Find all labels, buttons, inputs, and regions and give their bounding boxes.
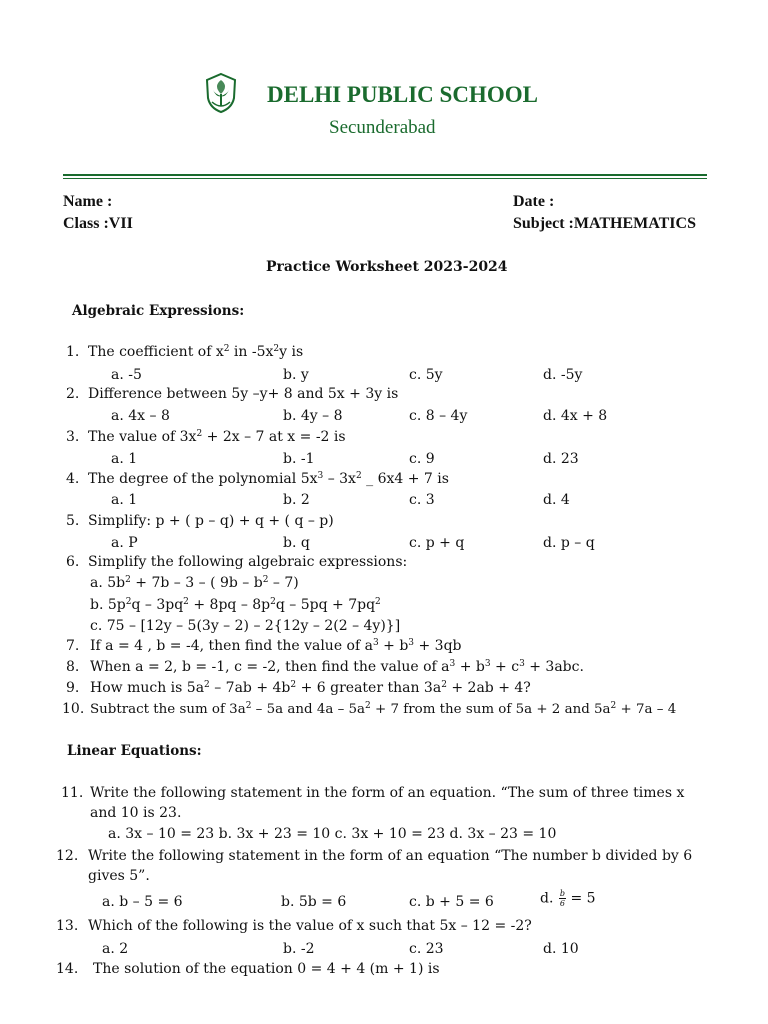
q4-option-c: c. 3	[409, 492, 435, 508]
q1-option-a: a. -5	[111, 367, 142, 383]
q6-number: 6.	[66, 554, 80, 570]
q12-text-cont: gives 5”.	[88, 868, 150, 884]
q6-part-a: a. $5b^2 + 7b - 3$ – ( $9b - b^2 - 7$)	[90, 575, 299, 591]
q3-text: The value of $3x^2 + 2x - 7$ at x = -2 is	[88, 429, 346, 445]
q12-option-c: c. b + 5 = 6	[409, 894, 494, 910]
q2-option-b: b. 4y – 8	[283, 408, 343, 424]
q2-option-c: c. 8 – 4y	[409, 408, 468, 424]
q1-option-b: b. y	[283, 367, 309, 383]
q4-text: The degree of the polynomial $5x^3 - 3x^2$ _ 6x4 + 7 is	[88, 471, 449, 487]
q13-option-d: d. 10	[543, 941, 579, 957]
q9-text: How much is $5a^2 - 7ab + 4b^2 + 6$ greater than $3a^2 + 2ab + 4$?	[90, 680, 531, 696]
q1-option-d: d. -5y	[543, 367, 583, 383]
q4-option-a: a. 1	[111, 492, 138, 508]
q11-text: Write the following statement in the form of an equation. “The sum of three times x	[90, 785, 685, 801]
q12-text: Write the following statement in the form of an equation “The number b divided by 6	[88, 848, 693, 864]
worksheet-title: Practice Worksheet 2023-2024	[266, 259, 508, 275]
q5-text: Simplify: p + ( p – q) + q + ( q – p)	[88, 513, 334, 529]
q3-option-a: a. 1	[111, 451, 138, 467]
q11-options: a. 3x – 10 = 23 b. 3x + 23 = 10 c. 3x + 10 = 23 d. 3x – 23 = 10	[108, 826, 557, 842]
date-field: Date :	[513, 193, 555, 210]
q3-option-d: d. 23	[543, 451, 579, 467]
q5-option-a: a. P	[111, 535, 138, 551]
name-field: Name :	[63, 193, 113, 210]
school-logo-icon	[203, 72, 239, 114]
q2-text: Difference between 5y –y+ 8 and 5x + 3y is	[88, 386, 399, 402]
q2-option-d: d. 4x + 8	[543, 408, 608, 424]
q10-number: 10.	[62, 701, 85, 717]
q12-number: 12.	[56, 848, 79, 864]
q3-number: 3.	[66, 429, 80, 445]
school-name: DELHI PUBLIC SCHOOL	[267, 82, 538, 107]
q1-text: The coefficient of $x^2$ in $-5x^2y$ is	[88, 344, 304, 360]
q13-option-a: a. 2	[102, 941, 129, 957]
fraction-numerator: b	[559, 889, 565, 898]
q4-number: 4.	[66, 471, 80, 487]
fraction-b-over-6	[559, 889, 566, 908]
section-heading-linear: Linear Equations:	[67, 743, 202, 759]
q12-option-b: b. 5b = 6	[281, 894, 347, 910]
q6-part-c: c. 75 – [12y – 5(3y – 2) – 2{12y – 2(2 – 4y)}]	[90, 618, 401, 634]
q8-number: 8.	[66, 659, 80, 675]
q1-number: 1.	[66, 344, 80, 360]
q4-option-b: b. 2	[283, 492, 310, 508]
q13-number: 13.	[56, 918, 79, 934]
q7-text: If a = 4 , b = -4, then find the value of $a^3 + b^3 + 3qb$	[90, 638, 462, 654]
q5-option-c: c. p + q	[409, 535, 465, 551]
class-field: Class :VII	[63, 215, 133, 232]
subject-field: Subject :MATHEMATICS	[513, 215, 696, 232]
q5-option-d: d. p – q	[543, 535, 595, 551]
school-city: Secunderabad	[329, 117, 436, 138]
q8-text: When a = 2, b = -1, c = -2, then find the value of $a^3 + b^3 + c^3 + 3abc$.	[90, 659, 584, 675]
q2-number: 2.	[66, 386, 80, 402]
fraction-denominator: 6	[559, 899, 565, 908]
q14-text: The solution of the equation 0 = 4 + 4 (m + 1) is	[93, 961, 440, 977]
q6-text: Simplify the following algebraic expressions:	[88, 554, 408, 570]
q14-number: 14.	[56, 961, 79, 977]
section-heading-algebra: Algebraic Expressions:	[72, 303, 245, 319]
q7-number: 7.	[66, 638, 80, 654]
q5-option-b: b. q	[283, 535, 310, 551]
q9-number: 9.	[66, 680, 80, 696]
q2-option-a: a. 4x – 8	[111, 408, 170, 424]
header-divider	[63, 174, 707, 176]
q5-number: 5.	[66, 513, 80, 529]
q12-option-d-prefix: d.	[540, 890, 554, 907]
q12-option-a: a. b – 5 = 6	[102, 894, 183, 910]
q12-option-d-suffix: = 5	[570, 890, 596, 907]
q6-part-b: b. $5p^2q - 3pq^2 + 8pq - 8p^2q - 5pq + 7pq^2$	[90, 597, 381, 613]
q13-option-c: c. 23	[409, 941, 444, 957]
q4-option-d: d. 4	[543, 492, 570, 508]
q11-text-cont: and 10 is 23.	[90, 805, 182, 821]
q10-text: Subtract the sum of $3a^2 - 5a$ and $4a - 5a^2 + 7$ from the sum of 5a + 2 and $5a^2 + 7a - 4$	[90, 701, 677, 717]
q1-option-c: c. 5y	[409, 367, 443, 383]
q13-text: Which of the following is the value of x such that 5x – 12 = -2?	[88, 918, 532, 934]
q3-option-c: c. 9	[409, 451, 435, 467]
q13-option-b: b. -2	[283, 941, 315, 957]
header-divider-thin	[63, 178, 707, 179]
q11-number: 11.	[61, 785, 84, 801]
q3-option-b: b. -1	[283, 451, 315, 467]
q12-option-d	[540, 889, 596, 908]
